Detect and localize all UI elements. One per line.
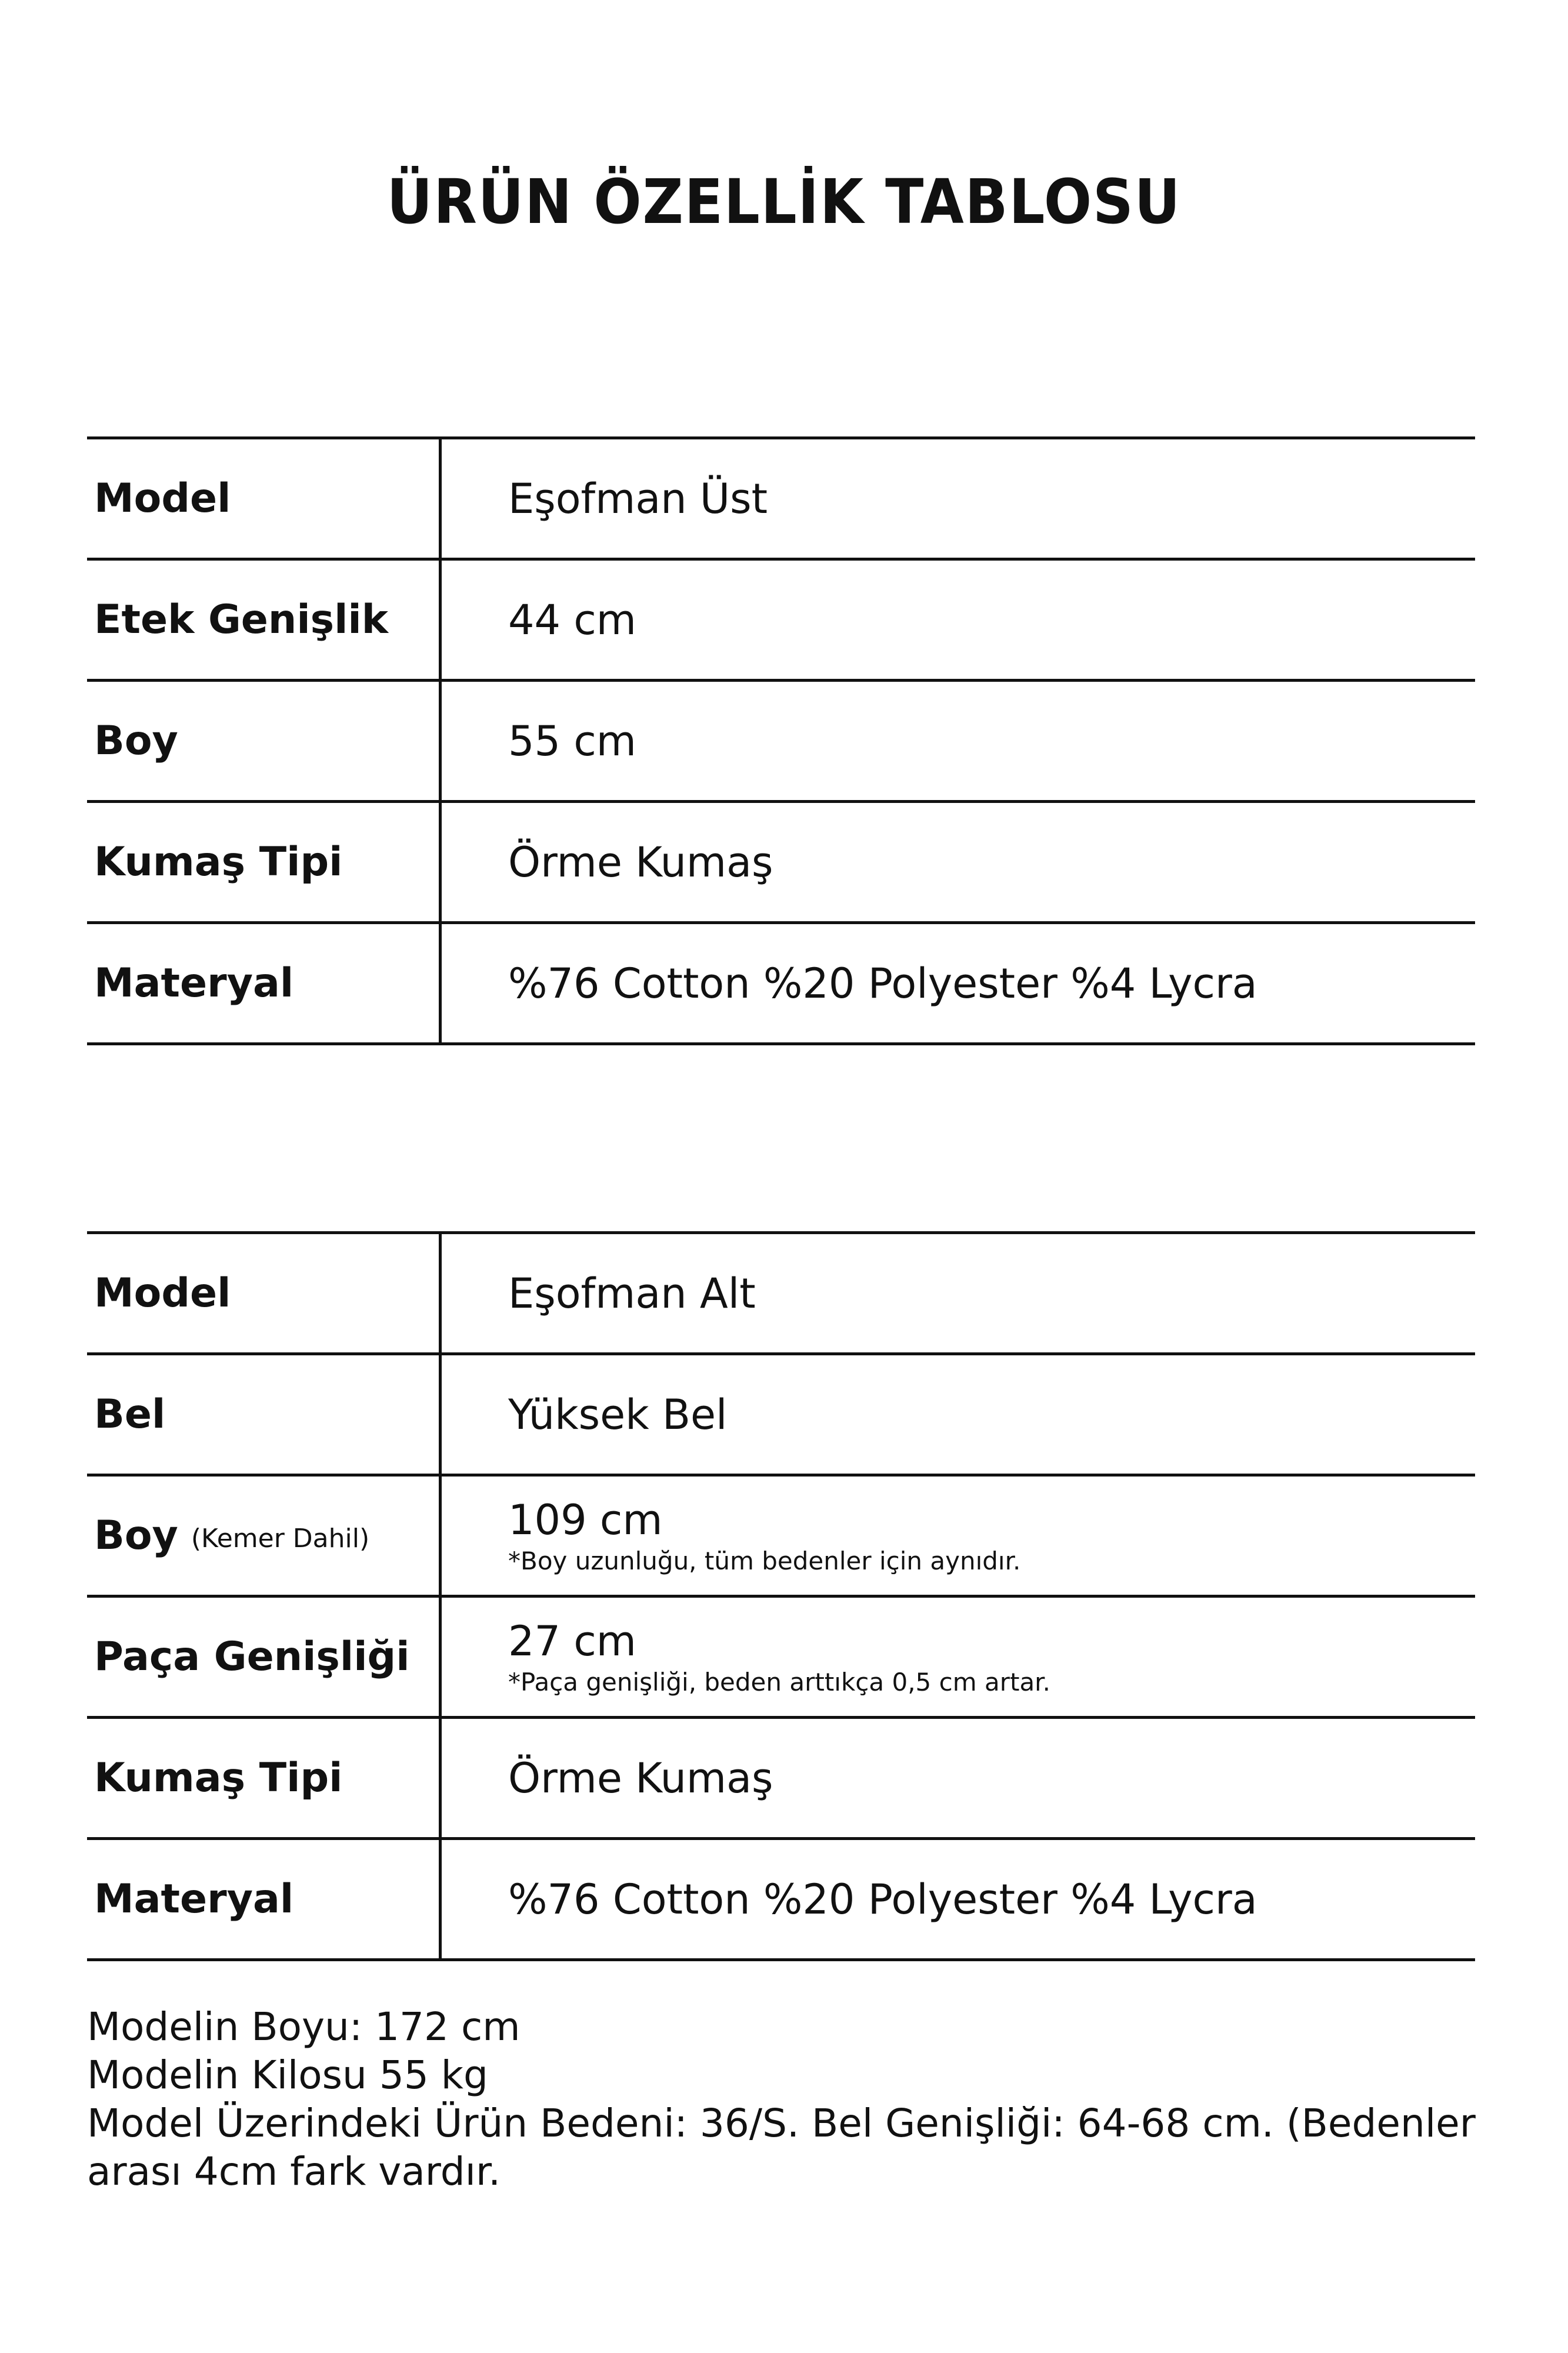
size-difference-line: arası 4cm fark vardır.	[87, 2149, 501, 2194]
row-value	[508, 924, 1475, 1042]
row-label: Kumaş Tipi	[94, 1755, 343, 1801]
model-info	[87, 2003, 1475, 2196]
value-text: 27 cm	[508, 1617, 636, 1665]
value-note: *Boy uzunluğu, tüm bedenler için aynıdır.	[508, 1547, 1021, 1575]
row-label: Paça Genişliği	[94, 1634, 410, 1680]
value-text: 44 cm	[508, 595, 636, 644]
row-label: Boy	[94, 718, 178, 764]
model-size-line: Model Üzerindeki Ürün Bedeni: 36/S. Bel Genişliği: 64-68 cm. (Bedenler	[87, 2101, 1476, 2146]
table-row	[87, 1719, 1475, 1840]
table-row	[87, 1598, 1475, 1719]
page-title: ÜRÜN ÖZELLİK TABLOSU	[386, 166, 1182, 238]
row-value	[508, 1234, 1475, 1352]
value-text: Yüksek Bel	[508, 1390, 728, 1439]
label-sublabel: (Kemer Dahil)	[191, 1524, 370, 1554]
label-text: Boy	[94, 1512, 178, 1559]
value-text: Örme Kumaş	[508, 1754, 773, 1802]
table-row	[87, 1477, 1475, 1598]
value-text: 55 cm	[508, 716, 636, 765]
model-height-line: Modelin Boyu: 172 cm	[87, 2004, 521, 2049]
value-note: *Paça genişliği, beden arttıkça 0,5 cm artar.	[508, 1668, 1050, 1697]
table-row	[87, 924, 1475, 1045]
value-text: %76 Cotton %20 Polyester %4 Lycra	[508, 1875, 1257, 1924]
row-value	[508, 439, 1475, 558]
row-label	[94, 1477, 435, 1595]
row-value	[508, 1598, 1475, 1716]
row-label: Bel	[94, 1391, 166, 1438]
row-label: Materyal	[94, 1876, 294, 1922]
row-value	[508, 1477, 1475, 1595]
value-text: Eşofman Alt	[508, 1269, 756, 1318]
row-value	[508, 1355, 1475, 1474]
row-label: Materyal	[94, 960, 294, 1006]
row-label: Model	[94, 475, 231, 522]
row-value	[508, 561, 1475, 679]
table-row	[87, 439, 1475, 561]
spec-table-bottom	[87, 1231, 1475, 1961]
row-value	[508, 1840, 1475, 1958]
table-row	[87, 561, 1475, 682]
value-text: Eşofman Üst	[508, 474, 768, 523]
row-label: Model	[94, 1270, 231, 1317]
spec-table-top	[87, 436, 1475, 1045]
model-weight-line: Modelin Kilosu 55 kg	[87, 2052, 488, 2098]
row-label: Kumaş Tipi	[94, 839, 343, 885]
row-value	[508, 803, 1475, 921]
table-row	[87, 1840, 1475, 1961]
row-value	[508, 1719, 1475, 1837]
value-text: %76 Cotton %20 Polyester %4 Lycra	[508, 959, 1257, 1008]
table-row	[87, 1355, 1475, 1477]
table-row	[87, 1234, 1475, 1355]
value-text: 109 cm	[508, 1496, 663, 1544]
row-value	[508, 682, 1475, 800]
table-row	[87, 803, 1475, 924]
value-text: Örme Kumaş	[508, 838, 773, 886]
row-label: Etek Genişlik	[94, 596, 388, 643]
table-row	[87, 682, 1475, 803]
